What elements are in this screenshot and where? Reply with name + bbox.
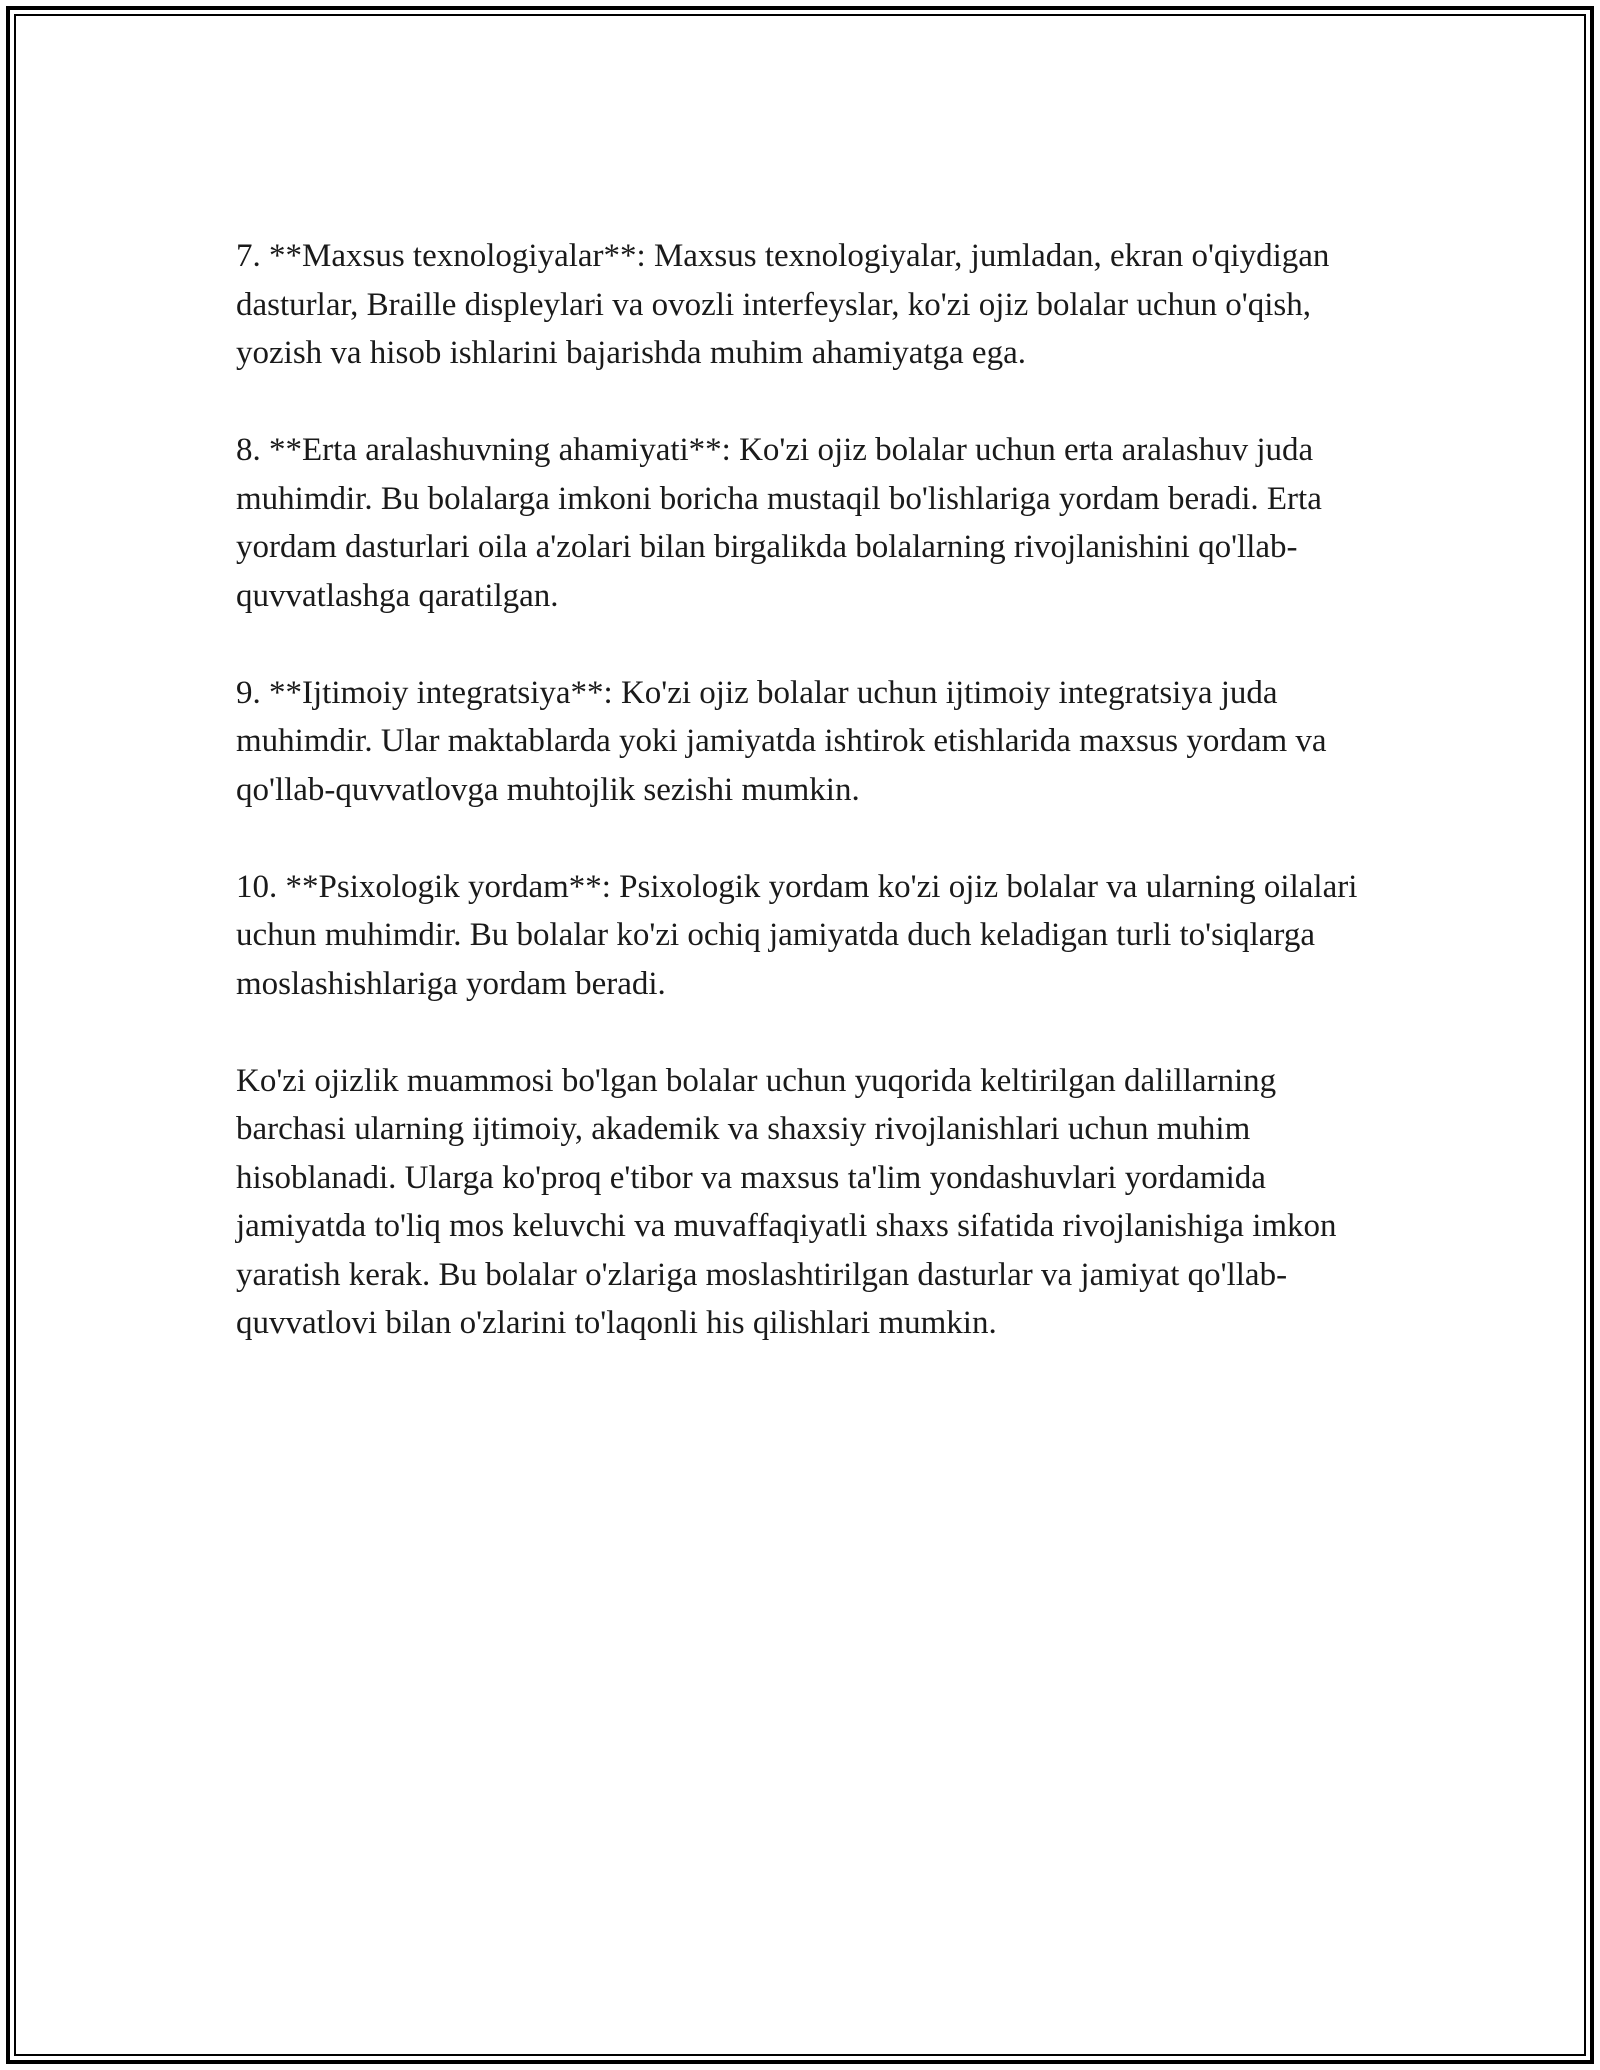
paragraph-item-10-psychological-support: 10. **Psixologik yordam**: Psixologik yordam ko'zi ojiz bolalar va ularning oilalari uchun muhimdir. Bu bolalar ko'zi ochiq jamiyatda duch keladigan turli to'siqlarga moslashishlariga yordam beradi.: [236, 868, 1358, 1002]
paragraph-item-8-early-intervention: 8. **Erta aralashuvning ahamiyati**: Ko'zi ojiz bolalar uchun erta aralashuv juda muhimdir. Bu bolalarga imkoni boricha mustaqil bo'lishlariga yordam beradi. Erta yordam dasturlari oila a'zolari bilan birgalikda bolalarning rivojlanishini qo'llab-quvvatlashga qaratilgan.: [236, 432, 1322, 614]
paragraph-conclusion: Ko'zi ojizlik muammosi bo'lgan bolalar uchun yuqorida keltirilgan dalillarning barchasi ularning ijtimoiy, akademik va shaxsiy rivojlanishlari uchun muhim hisoblanadi. Ularga ko'proq e'tibor va maxsus ta'lim yondashuvlari yordamida jamiyatda to'liq mos keluvchi va muvaffaqiyatli shaxs sifatida rivojlanishiga imkon yaratish kerak. Bu bolalar o'zlariga moslashtirilgan dasturlar va jamiyat qo'llab-quvvatlovi bilan o'zlarini to'laqonli his qilishlari mumkin.: [236, 1062, 1337, 1341]
paragraph-item-9-social-integration: 9. **Ijtimoiy integratsiya**: Ko'zi ojiz bolalar uchun ijtimoiy integratsiya juda muhimdir. Ular maktablarda yoki jamiyatda ishtirok etishlarida maxsus yordam va qo'llab-quvvatlovga muhtojlik sezishi mumkin.: [236, 674, 1327, 808]
document-body: [236, 232, 1366, 1348]
paragraph-item-7-special-technologies: 7. **Maxsus texnologiyalar**: Maxsus texnologiyalar, jumladan, ekran o'qiydigan dasturlar, Braille displeylari va ovozli interfeyslar, ko'zi ojiz bolalar uchun o'qish, yozish va hisob ishlarini bajarishda muhim ahamiyatga ega.: [236, 238, 1330, 371]
